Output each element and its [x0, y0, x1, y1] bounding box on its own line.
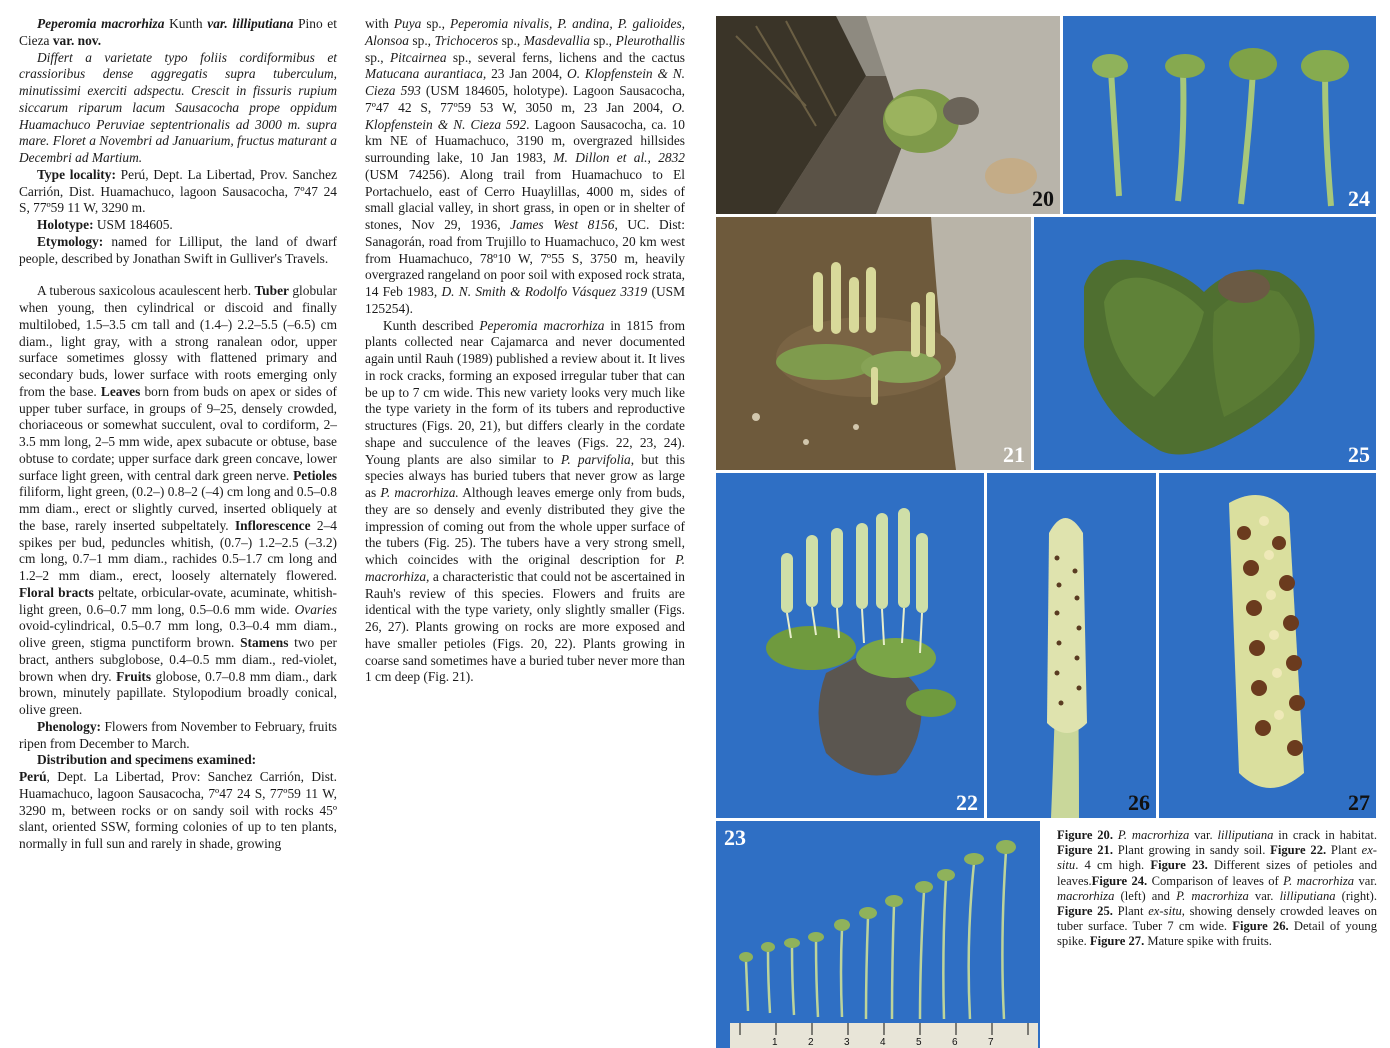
figure-caption: Figure 20. P. macrorhiza var. lilliputiana in crack in habitat. Figure 21. Plant growing in sandy soil. Figure 22. Plant ex-situ. 4 cm high. Figure 23. Different sizes of petioles and leaves.Figure 24. Comparison of leaves of P. macrorhiza var. macrorhiza (left) and P. macrorhiza var. lilliputiana (right). Figure 25. Plant ex-situ, showing densely crowded leaves on tuber surface. Tuber 7 cm wide. Figure 26. Detail of young spike. Figure 27. Mature spike with fruits.: [1057, 828, 1378, 949]
figure-number: 22: [956, 790, 978, 815]
specimens-continued: with Puya sp., Peperomia nivalis, P. andina, P. galioides, Alonsoa sp., Trichoceros sp., Masdevallia sp., Pleurothallis sp., Pitcairnea sp., several ferns, lichens and the cactus Matucana aurantiaca, 23 Jan 2004, O. Klopfenstein & N. Cieza 593 (USM 184605, holotype). Lagoon Sausacocha, 7º47 42 S, 77º59 53 W, 3050 m, 23 Jan 2004, O. Klopfenstein & N. Cieza 592. Lagoon Sausacocha, ca. 10 km NE of Huamachuco, 3190 m, overgrazed hillsides surrounding lake, 10 Jan 1983, M. Dillon et al., 2832 (USM 74256). Along trail from Huamachuco to El Portachuelo, east of Cerro Huaylillas, 4000 m, sides of small glacial valley, in short grass, in open or in shelter of stones, Nov 29, 1936, James West 8156, UC. Dist: Sanagorán, road from Trujillo to Huamachuco, 20 km west from Huamachuco, 78º10 W, 7º55 S, 3750 m, heavily overgrazed rangeland on poor soil with exposed rock strata, 14 Feb 1983, D. N. Smith & Rodolfo Vásquez 3319 (USM 125254).: [365, 16, 686, 316]
figure-25-image: [1034, 217, 1376, 470]
figure-number: 24: [1348, 186, 1370, 211]
figure-24-photo: [1063, 16, 1376, 214]
distribution-text: Perú, Dept. La Libertad, Prov: Sanchez Carrión, Dist. Huamachuco, lagoon Sausacocha, 7º47 24 S, 77º59 11 W, 3290 m, between rocks or on sandy soil with rocks 45º slant, oriented SSW, forming colonies of up to ten plants, normally in full sun and rarely in shade, growing: [19, 769, 337, 851]
ruler-number: 4: [880, 1037, 886, 1048]
figure-24-image: [1063, 16, 1376, 214]
ruler-number: 7: [988, 1037, 994, 1048]
text-column-left: [19, 16, 337, 853]
phenology: Phenology: Flowers from November to February, fruits ripen from December to March.: [19, 718, 337, 751]
discussion: Kunth described Peperomia macrorhiza in 1815 from plants collected near Cajamarca and never documented again until Rauh (1989) published a review about it. It lives in rock cracks, forming an exposed irregular tuber that can be up to 7 cm wide. This new variety looks very much like the type variety in the form of its tubers and reproductive structures (Figs. 20, 21), but differs clearly in the cordate shape and succulence of the leaves (Figs. 22, 23, 24). Young plants are also similar to P. parvifolia, but this species always has buried tubers that never grow as large as P. macrorhiza. Although leaves emerge only from buds, they are so densely and evenly distributed they give the impression of coming out from the whole upper surface of the tubers (Fig. 25). The tubers have a very strong smell, which coincides with the original description for P. macrorhiza, a characteristic that could not be ascertained in Rauh's review of this species. Flowers and fruits are identical with the type variety, only slightly smaller (Figs. 26, 27). Plants growing on rocks are more exposed and have smaller petioles (Figs. 20, 22). Plants growing in coarse sand sometimes have a buried tuber never more than 1 cm deep (Fig. 21).: [365, 317, 685, 685]
figure-27-image: [1159, 473, 1376, 818]
ruler-number: 6: [952, 1037, 958, 1048]
species-description: A tuberous saxicolous acaulescent herb. Tuber globular when young, then cylindrical or discoid and finally multilobed, 1.5–3.5 cm tall and (1.4–) 2.2–5.5 (–6.5) cm diam., light gray, with a strong ranalean odor, upper surface sometimes glossy with flattened primary and secondary buds, lower surface with roots emerging only from the base. Leaves born from buds on apex or sides of upper tuber surface, in groups of 9–25, densely crowded, choriaceous or somewhat succulent, oval to cordiform, 2–3.5 mm long, 2–5 mm wide, apex subacute or obtuse, base obtuse to cordate; upper surface dark green concave, lower surface light green, with central dark green nerve. Petioles filiform, light green, (0.2–) 0.8–2 (–4) cm long and 0.5–0.8 mm diam., erect or slightly curved, inserted obliquely at the base, rarely inserted subpeltately. Inflorescence 2–4 spikes per bud, peduncles whitish, (0.7–) 1.2–2.5 (–3.2) cm long, 0.7–1 mm diam., rachides 0.5–1.7 cm long and 1.2–2 mm diam., erect, loosely alternately flowered. Floral bracts peltate, orbicular-ovate, acuminate, whitish-light green, 0.6–0.7 mm long, 0.5–0.6 mm wide. Ovaries ovoid-cylindrical, 0.5–0.7 mm long, 0.3–0.4 mm diam., olive green, stigma punctiform brown. Stamens two per bract, anthers subglobose, 0.4–0.5 mm diam., red-violet, brown when dry. Fruits globose, 0.7–0.8 mm diam., dark brown, minutely papillate. Stylopodium broadly conical, olive green.: [19, 283, 337, 717]
holotype: Holotype: USM 184605.: [37, 217, 173, 232]
figure-20-image: [716, 16, 1060, 214]
species-heading: Peperomia macrorhiza Kunth var. lilliputiana Pino et Cieza var. nov.: [19, 16, 337, 48]
ruler-number: 1: [772, 1037, 778, 1048]
figure-number: 21: [1003, 442, 1025, 467]
ruler-number: 2: [808, 1037, 814, 1048]
figure-25-photo: [1034, 217, 1376, 470]
figure-26-photo: [987, 473, 1156, 818]
latin-diagnosis: Differt a varietate typo foliis cordiformibus et crassioribus dense aggregatis supra tuberculum, minutissimi exerciti adspectu. Crescit in fissuris rupium siccarum riparum lacum Sausacocha prope oppidum Huamachuco Peruviae septentrionalis ad 3000 m. supra mare. Floret a Novembri ad Januarium, fructus maturant a Decembri ad Martium.: [19, 49, 337, 165]
text-column-middle: [365, 16, 685, 686]
figure-27-photo: [1159, 473, 1376, 818]
figure-20-photo: [716, 16, 1060, 214]
ruler-number: 5: [916, 1037, 922, 1048]
distribution-heading: Distribution and specimens examined:: [37, 752, 257, 768]
figure-22-image: [716, 473, 984, 818]
figure-21-photo: [716, 217, 1031, 470]
ruler-number: 3: [844, 1037, 850, 1048]
figure-number: 23: [724, 825, 746, 850]
figure-number: 27: [1348, 790, 1370, 815]
figure-21-image: [716, 217, 1031, 470]
type-locality: Type locality: Perú, Dept. La Libertad, Prov. Sanchez Carrión, Dist. Huamachuco, lagoon Sausacocha, 7º47 24 S, 77º59 11 W, 3290 m.: [19, 166, 337, 216]
figure-number: 26: [1128, 790, 1150, 815]
figure-22-photo: [716, 473, 984, 818]
etymology: Etymology: named for Lilliput, the land of dwarf people, described by Jonathan Swift in Gulliver's Travels.: [19, 233, 337, 266]
figure-23-image: [716, 821, 1040, 1048]
figure-23-photo: [716, 821, 1040, 1048]
figure-number: 20: [1032, 186, 1054, 211]
figure-number: 25: [1348, 442, 1370, 467]
figure-26-image: [987, 473, 1156, 818]
